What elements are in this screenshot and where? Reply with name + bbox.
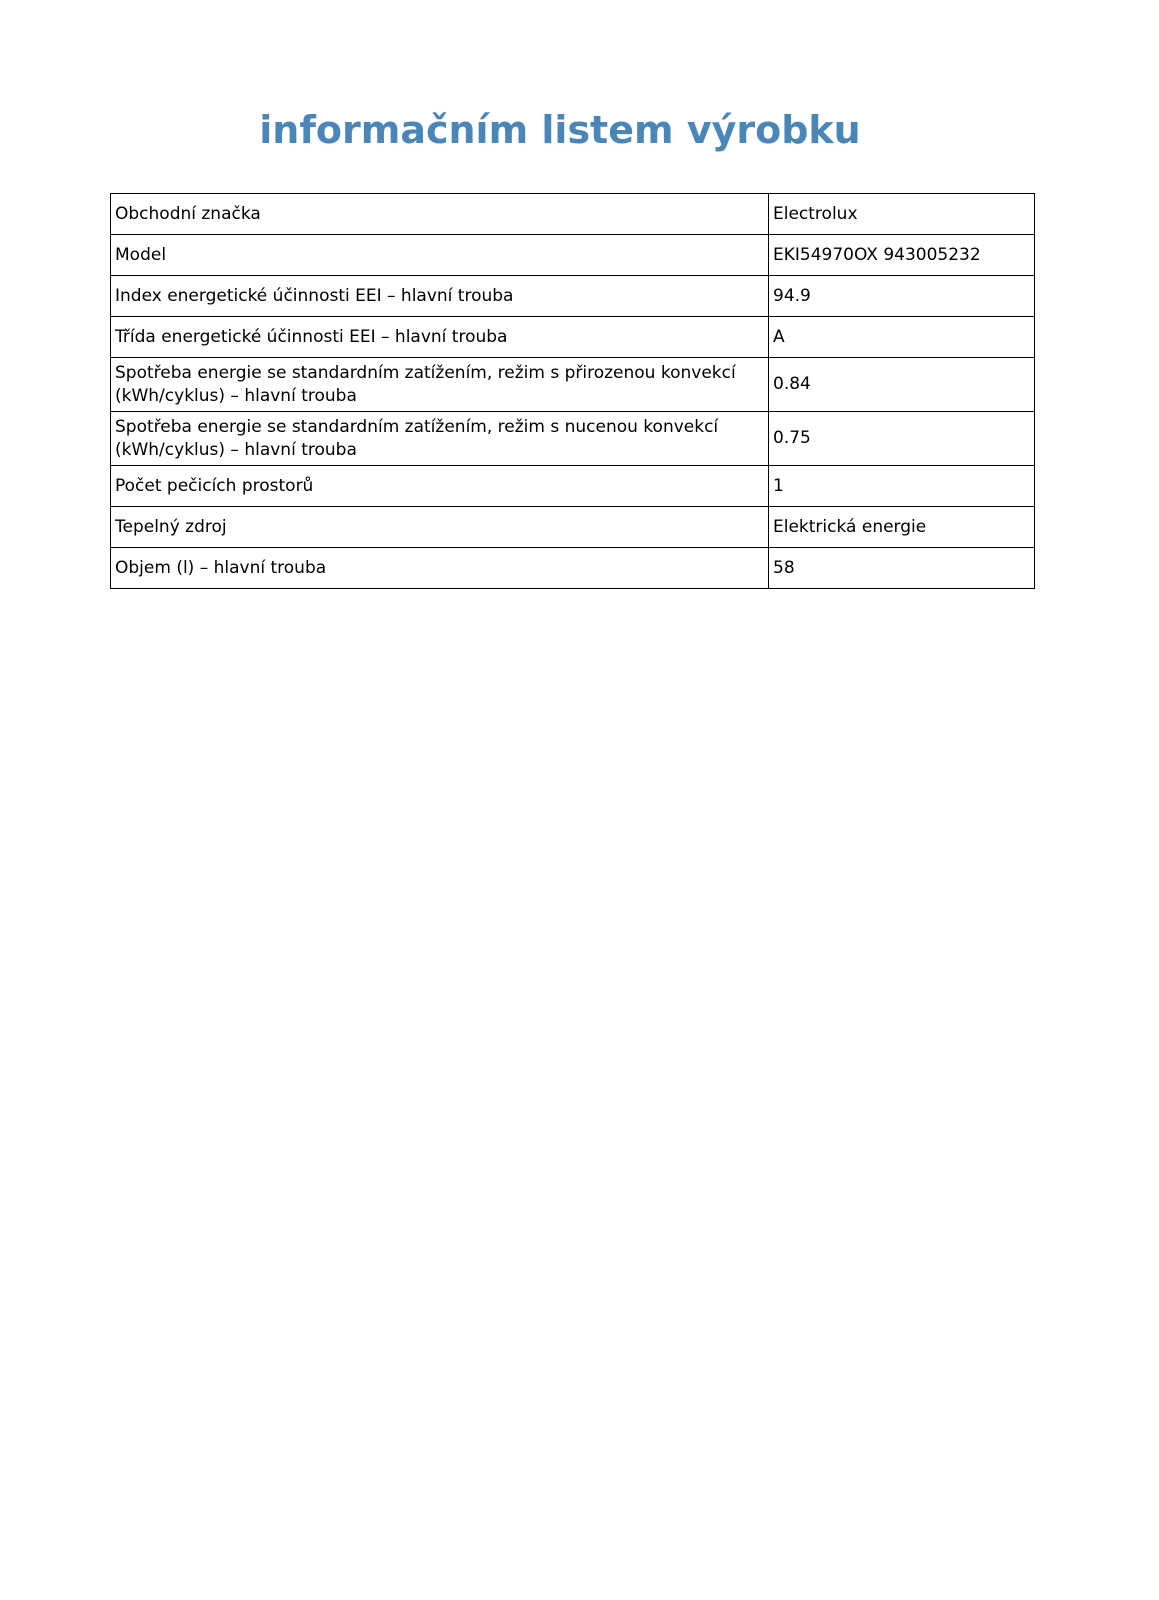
row-label: Spotřeba energie se standardním zatížením, režim s nucenou konvekcí (kWh/cyklus) – hlavní trouba xyxy=(111,412,769,466)
row-value: Elektrická energie xyxy=(769,507,1035,548)
row-label: Spotřeba energie se standardním zatížením, režim s přirozenou konvekcí (kWh/cyklus) – hlavní trouba xyxy=(111,358,769,412)
table-row xyxy=(111,358,1035,412)
row-label: Tepelný zdroj xyxy=(111,507,769,548)
table-row xyxy=(111,194,1035,235)
table-row xyxy=(111,276,1035,317)
product-info-table xyxy=(110,193,1035,589)
row-value: 94.9 xyxy=(769,276,1035,317)
row-label: Index energetické účinnosti EEI – hlavní trouba xyxy=(111,276,769,317)
row-value: EKI54970OX 943005232 xyxy=(769,235,1035,276)
page-title: informačním listem výrobku xyxy=(259,108,861,152)
row-value: 0.84 xyxy=(769,358,1035,412)
table-row xyxy=(111,235,1035,276)
row-value: A xyxy=(769,317,1035,358)
row-value: 58 xyxy=(769,548,1035,589)
table-row xyxy=(111,412,1035,466)
row-value: 0.75 xyxy=(769,412,1035,466)
row-label: Třída energetické účinnosti EEI – hlavní trouba xyxy=(111,317,769,358)
row-label: Počet pečicích prostorů xyxy=(111,466,769,507)
table-row xyxy=(111,507,1035,548)
table-row xyxy=(111,466,1035,507)
row-value: Electrolux xyxy=(769,194,1035,235)
table-row xyxy=(111,317,1035,358)
table-row xyxy=(111,548,1035,589)
row-value: 1 xyxy=(769,466,1035,507)
row-label: Objem (l) – hlavní trouba xyxy=(111,548,769,589)
row-label: Obchodní značka xyxy=(111,194,769,235)
row-label: Model xyxy=(111,235,769,276)
